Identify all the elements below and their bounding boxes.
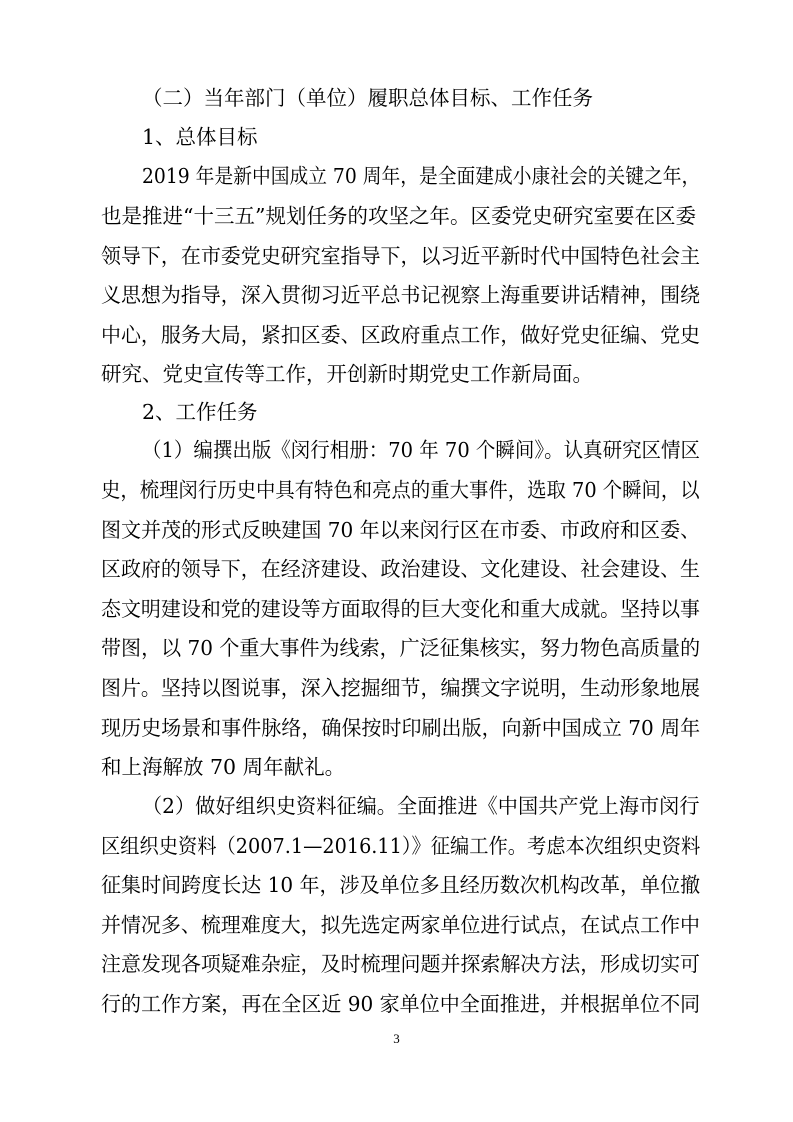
paragraph-line: 图文并茂的形式反映建国 70 年以来闵行区在市委、市政府和区委、 [101, 518, 701, 542]
paragraph-line: 并情况多、梳理难度大，拟先选定两家单位进行试点，在试点工作中 [101, 913, 701, 937]
section1-title: 1、总体目标 [142, 125, 258, 149]
paragraph-line: （1）编撰出版《闵行相册：70 年 70 个瞬间》。认真研究区情区 [142, 438, 701, 462]
paragraph-line: 征集时间跨度长达 10 年，涉及单位多且经历数次机构改革，单位撤 [101, 873, 701, 897]
paragraph-line: 现历史场景和事件脉络，确保按时印刷出版，向新中国成立 70 周年 [101, 716, 701, 740]
paragraph-line: 带图，以 70 个重大事件为线索，广泛征集核实，努力物色高质量的 [101, 636, 701, 660]
paragraph-line: 中心，服务大局，紧扣区委、区政府重点工作，做好党史征编、党史 [101, 323, 701, 347]
page-number: 3 [393, 1031, 400, 1046]
paragraph-line: 史，梳理闵行历史中具有特色和亮点的重大事件，选取 70 个瞬间，以 [101, 478, 700, 502]
paragraph-line: 义思想为指导，深入贯彻习近平总书记视察上海重要讲话精神，围绕 [101, 283, 701, 307]
paragraph-line: 2019 年是新中国成立 70 周年，是全面建成小康社会的关键之年， [142, 164, 701, 188]
section-heading: （二）当年部门（单位）履职总体目标、工作任务 [142, 86, 593, 110]
paragraph-line: 和上海解放 70 周年献礼。 [101, 755, 346, 779]
paragraph-line: 领导下，在市委党史研究室指导下，以习近平新时代中国特色社会主 [101, 244, 701, 268]
paragraph-line: 区政府的领导下，在经济建设、政治建设、文化建设、社会建设、生 [101, 557, 701, 581]
paragraph-line: 也是推进“十三五”规划任务的攻坚之年。区委党史研究室要在区委 [101, 204, 696, 228]
section2-title: 2、工作任务 [142, 400, 258, 424]
paragraph-line: 行的工作方案，再在全区近 90 家单位中全面推进，并根据单位不同 [101, 992, 701, 1016]
paragraph-line: （2）做好组织史资料征编。全面推进《中国共产党上海市闵行 [142, 794, 700, 818]
paragraph-line: 图片。坚持以图说事，深入挖掘细节，编撰文字说明，生动形象地展 [101, 676, 701, 700]
paragraph-line: 研究、党史宣传等工作，开创新时期党史工作新局面。 [101, 362, 593, 386]
paragraph-line: 态文明建设和党的建设等方面取得的巨大变化和重大成就。坚持以事 [101, 597, 701, 621]
paragraph-line: 区组织史资料（2007.1—2016.11）》征编工作。考虑本次组织史资料 [101, 834, 701, 858]
paragraph-line: 注意发现各项疑难杂症，及时梳理问题并探索解决方法，形成切实可 [101, 952, 701, 976]
